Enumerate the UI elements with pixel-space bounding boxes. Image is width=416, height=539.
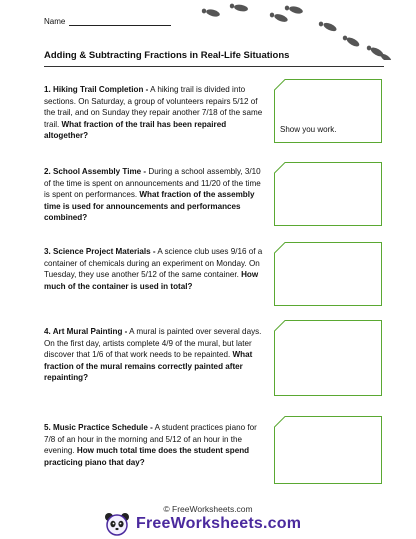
- name-label: Name: [44, 17, 66, 26]
- footer-copyright: © FreeWorksheets.com: [163, 504, 253, 514]
- problem-heading: 2. School Assembly Time -: [44, 167, 147, 176]
- problem-2: [44, 166, 266, 224]
- answer-box-4[interactable]: [274, 320, 382, 396]
- problem-heading: 5. Music Practice Schedule -: [44, 423, 153, 432]
- problem-heading: 1. Hiking Trail Completion -: [44, 85, 149, 94]
- problem-text: A mural is painted over several days. On the first day, artists complete 4/9 of the mural, but later discover that 1/6 of that work needs to be repainted.: [44, 327, 262, 360]
- problem-question: What fraction of the mural remains correctly painted after repainting?: [44, 350, 253, 383]
- worksheet-title: Adding & Subtracting Fractions in Real-Life Situations: [44, 50, 290, 61]
- problem-question: What fraction of the trail has been repaired altogether?: [44, 119, 227, 141]
- answer-box-5[interactable]: [274, 416, 382, 484]
- problem-3: [44, 246, 266, 292]
- problem-1: [44, 84, 266, 142]
- name-field-row: [44, 17, 171, 26]
- answer-box-2[interactable]: [274, 162, 382, 226]
- problem-heading: 3. Science Project Materials -: [44, 247, 156, 256]
- title-divider: [44, 66, 384, 67]
- problem-question: How much total time does the student spend practicing piano that day?: [44, 446, 250, 467]
- problem-question: What fraction of the assembly time is used for announcements and performances combined?: [44, 190, 255, 223]
- problem-heading: 4. Art Mural Painting -: [44, 327, 128, 336]
- panda-logo-icon: [104, 512, 130, 536]
- name-line[interactable]: [69, 18, 171, 26]
- problem-5: [44, 422, 266, 468]
- problem-text: A hiking trail is divided into sections. On Saturday, a group of volunteers repairs 5/12 of the trail, and on Sunday they repair another 7/18 of the same trail.: [44, 85, 263, 129]
- answer-box-hint: Show you work.: [280, 125, 337, 134]
- problem-question: How much of the container is used in total?: [44, 270, 259, 291]
- answer-box-1[interactable]: [274, 79, 382, 143]
- footer-brand-text: FreeWorksheets.com: [136, 515, 302, 532]
- problem-text: A science club uses 9/16 of a container of chemicals during an experiment on Monday. On Tuesday, they use another 5/12 of the same container.: [44, 247, 263, 280]
- problem-4: [44, 326, 266, 384]
- footer-brand[interactable]: [104, 512, 301, 536]
- problem-text: A student practices piano for 7/8 of an hour in the morning and 5/12 of an hour in the evening.: [44, 423, 257, 456]
- problem-text: During a school assembly, 3/10 of the time is spent on announcements and 11/20 of the time is spent on performances.: [44, 167, 261, 200]
- answer-box-3[interactable]: [274, 242, 382, 306]
